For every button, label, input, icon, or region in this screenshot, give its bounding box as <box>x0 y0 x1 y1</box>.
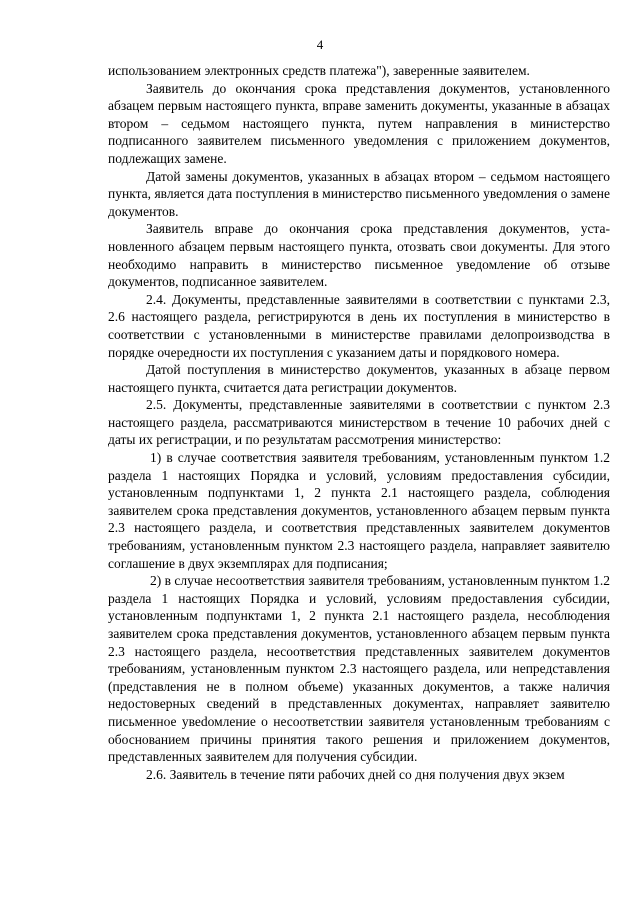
paragraph-2-5-item-2: 2) в случае несоответствия заявителя требованиям, установленным пунктом 1.2 раздела 1 настоящих Порядка и условий, условиям предоставления субсидии, установленным подпунктами 1, 2 пункта 2.1 настоящего раздела, несоблюдения заявителем срока представления документов, установленного абзацем первым пункта 2.3 настоящего раздела, несоответствия представленных заявителем документов требованиям, установленным пунктом 2.3 настоящего раздела, или непредставления (представления не в полном объеме) указанных документов, а также наличия недостоверных сведений в представленных документах, направляет заявителю письменное увеdомление о несоответствии заявителя установленным требованиям с обоснованием причины принятия такого решения и приложением документов, представленных заявителем для получения субсидии. <box>108 573 610 765</box>
paragraph-2-4: 2.4. Документы, представленные заявителями в соответствии с пунктами 2.3, 2.6 настоящего раздела, регистрируются в день их поступления в министерство в соответствии с установленными в министерстве правилами делопроизводства в порядке очередности их поступления с указанием даты и порядкового номера. <box>108 291 610 360</box>
document-body <box>108 62 610 783</box>
paragraph-2-5: 2.5. Документы, представленные заявителями в соответствии с пунктом 2.3 настоящего раздела, рассматриваются министерством в течение 10 рабочих дней с даты их регистрации, и по результатам рассмотрения министерство: <box>108 397 610 448</box>
paragraph-2-5-item-1: 1) в случае соответствия заявителя требованиям, установленным пунктом 1.2 раздела 1 настоящих Порядка и условий, условиям предоставления субсидии, установленным подпунктами 1, 2 пункта 2.1 настоящего раздела, соблюдения заявителем срока представления документов, установленного абзацем первым пункта 2.3 настоящего раздела, и соответствия представленных заявителем документов требованиям, установленным пунктом 2.3 настоящего раздела, направляет заявителю соглашение в двух экземплярах для подписания; <box>108 450 610 571</box>
paragraph-continuation: использованием электронных средств платежа"), заверенные заявителем. <box>108 63 530 78</box>
paragraph-receipt-date: Датой поступления в министерство документов, указанных в абзаце первом настоящего пункта, считается дата регистрации документов. <box>108 362 610 395</box>
paragraph-2-6: 2.6. Заявитель в течение пяти рабочих дней со дня получения двух экзем <box>146 766 565 782</box>
page-number: 4 <box>316 37 324 52</box>
paragraph-document-replacement: Заявитель до окончания срока представления документов, установленного абзацем первым настоящего пункта, вправе заменить документы, указанные в абзацах втором – седьмом настоящего пункта, путем направления в министерство подписанного заявителем письменного уведомления с приложением документов, подлежащих замене. <box>108 80 610 166</box>
paragraph-replacement-date: Датой замены документов, указанных в абзацах втором – седьмом настоящего пункта, является дата поступления в министерство письменного уведомления о замене документов. <box>108 168 610 219</box>
paragraph-withdrawal: Заявитель вправе до окончания срока представления документов, установленного абзацем первым настоящего пункта, отозвать свои документы. Для этого необходимо направить в министерство письменное уведомление об отзыве документов, подписанное заявителем. <box>108 221 610 290</box>
